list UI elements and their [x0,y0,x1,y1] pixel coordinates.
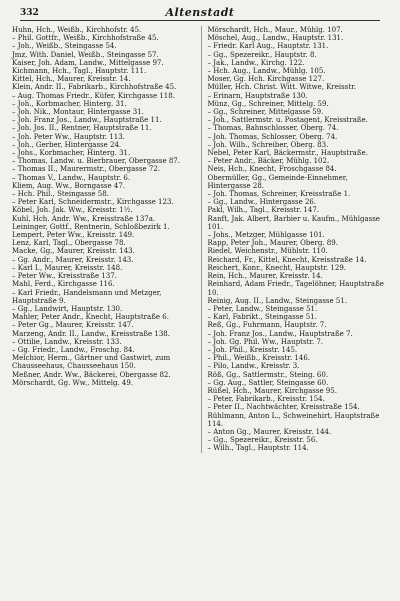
directory-entry [208,215,389,231]
directory-entry [12,247,193,255]
directory-entry [12,280,193,288]
page-number: 332 [20,8,39,18]
directory-entry [12,83,193,91]
directory-entry [208,51,389,59]
directory-entry-text: – Gg., Landw., Hintergasse 26. [207,198,317,207]
directory-entry-text: Mahler, Peter Andr., Knecht, Hauptstraße 6. [12,313,169,322]
directory-entry-text: – Thomas, Landw. u. Bierbrauer, Obergasse 87. [12,157,180,166]
columns [12,26,388,453]
directory-entry [208,305,389,313]
directory-entry [208,190,389,198]
directory-entry-text: Reichert, Konr., Knecht, Hauptstr. 129. [207,263,347,272]
directory-entry-text: Münz, Gg., Schreiner, Mittelg. 59. [207,99,329,108]
directory-entry-text: Reinhard, Adam Friedr., Tagelöhner, Hauptstraße 10. [207,280,384,297]
directory-entry [12,182,193,190]
directory-entry [12,149,193,157]
directory-entry [12,223,193,231]
directory-entry-text: – Gg., Schreiner, Mittelgasse 59. [207,108,324,117]
directory-entry-text: Pakl, Wilh., Tagl., Kreisstr. 147. [207,206,319,215]
directory-entry-text: – Joh. Peter Ww., Hauptstr. 113. [12,132,125,141]
directory-entry [12,92,193,100]
directory-entry [208,412,389,428]
directory-entry-text: – Peter Ww., Kreisstraße 137. [12,272,117,281]
directory-entry-text: Klein, Andr. II., Fabrikarb., Kirchhofstraße 45. [12,83,177,92]
directory-entry-text: – Gg., Spezereikr., Kreisstr. 56. [207,436,318,445]
directory-entry-text: – Johs., Korbmacher, Hinterg. 31. [12,149,131,158]
directory-entry [208,116,389,124]
directory-entry [12,264,193,272]
directory-entry-text: – Thomas V., Landw., Hauptstr. 6. [12,173,131,182]
directory-entry-text: – Johs., Metzger, Mühlgasse 101. [207,231,325,240]
directory-entry-text: Kliem, Aug. Ww., Borngasse 47. [12,181,126,190]
directory-entry [208,313,389,321]
directory-entry [208,26,389,34]
directory-entry-text: – Gg. Friedr., Landw., Froschg. 84. [12,345,135,354]
directory-entry-text: – Joh. Thomas, Schreiner, Kreisstraße 1. [207,190,351,199]
directory-entry [208,165,389,173]
directory-entry [208,444,389,452]
directory-entry [12,141,193,149]
directory-entry [12,231,193,239]
directory-entry-text: Möschel, Aug., Landw., Hauptstr. 131. [207,34,344,43]
directory-entry [208,34,389,42]
directory-entry-text: Mahl, Ferd., Kirchgasse 116. [12,280,115,289]
directory-entry [208,133,389,141]
directory-entry [208,198,389,206]
directory-entry [12,371,193,379]
directory-entry-text: – Joh., Sattlermstr. u. Postagent, Kreisstraße. [207,116,368,125]
running-head: Altenstadt [165,6,235,19]
directory-entry [208,149,389,157]
directory-entry-text: – Hch. Phil., Steingasse 58. [12,190,109,199]
directory-entry [12,346,193,354]
directory-entry-text: Meßner, Andr. Ww., Bäckerei, Obergasse 82. [12,370,171,379]
directory-entry-text: – Peter II., Nachtwächter, Kreisstraße 154. [207,403,360,412]
left-column [12,26,193,453]
directory-entry [12,42,193,50]
directory-entry-text: – Karl, Fabrikt., Steingasse 51. [207,313,317,322]
directory-entry-text: – Peter, Fabrikarb., Kreisstr. 154. [207,395,325,404]
directory-entry [208,395,389,403]
directory-entry [12,34,193,42]
directory-entry [208,108,389,116]
directory-entry-text: Rapp, Peter Joh., Maurer, Oberg. 89. [207,239,338,248]
directory-entry [12,330,193,338]
directory-entry [12,100,193,108]
directory-entry [208,354,389,362]
directory-entry [208,42,389,50]
directory-entry-text: – Gg., Spezereikr., Hauptstr. 8. [207,50,317,59]
directory-entry-text: – Joh. Franz Jos., Landw., Hauptstraße 11. [12,116,162,125]
directory-entry-text: – Ottilie, Landw., Kreisstr. 133. [12,337,122,346]
directory-entry-text: – Joh. Phil., Kreisstr. 145. [207,345,298,354]
directory-entry-text: Reinig, Aug. II., Landw., Steingasse 51. [207,296,348,305]
directory-entry-text: Mörschardt, Hch., Maur., Mühlg. 107. [207,26,343,34]
directory-entry [208,280,389,296]
directory-entry [12,215,193,223]
directory-entry-text: – Friedr. Karl Aug., Hauptstr. 131. [207,42,329,51]
directory-entry-text: – Erinarn, Hauptstraße 130. [207,91,308,100]
directory-entry [12,67,193,75]
directory-entry [12,75,193,83]
directory-entry [12,239,193,247]
directory-entry-text: – Aug. Thomas Friedr., Küfer, Kirchgasse 118. [12,91,175,100]
directory-entry [208,239,389,247]
directory-entry-text: Marzeng, Andr. II., Landw., Kreisstraße 138. [12,329,170,338]
directory-entry-text: – Peter, Landw., Steingasse 51. [207,304,318,313]
directory-entry [208,92,389,100]
directory-entry-text: – Peter Gg., Maurer, Kreisstr. 147. [12,321,134,330]
directory-entry-text: – Peter Andr., Bäcker, Mühlg. 102. [207,157,330,166]
directory-entry-text: – Pilo, Landw., Kreisstr. 3. [207,362,300,371]
directory-entry [12,59,193,67]
directory-entry-text: Obermüller, Gg., Gemeinde-Einnehmer, Hintergasse 28. [207,173,348,190]
directory-entry-text: – Joh. Wilh., Schreiber, Oberg. 83. [207,140,329,149]
directory-entry [208,141,389,149]
directory-entry-text: Kichmann, Hch., Tagl., Hauptstr. 111. [12,67,147,76]
directory-entry-text: Müller, Hch. Christ. Witt. Witwe, Kreisstr. [207,83,356,92]
directory-entry-text: – Joh. Thomas, Schlosser, Oberg. 74. [207,132,338,141]
directory-entry-text: Lenz, Karl, Tagl., Obergasse 78. [12,239,126,248]
directory-entry-text: Köbel, Joh. Jak. Ww., Kreisstr. 1½. [12,206,133,215]
directory-entry-text: Ranft, Jak. Albert, Barbier u. Kaufm., Mühlgasse 101. [207,214,380,231]
directory-entry-text: – Hch. Aug., Landw., Mühlg. 105. [207,67,326,76]
directory-entry [12,321,193,329]
directory-entry-text: Röß, Gg., Sattlermstr., Steing. 60. [207,370,329,379]
directory-entry-text: Kaiser, Joh. Adam, Landw., Mittelgasse 97. [12,58,164,67]
directory-entry [12,157,193,165]
directory-entry [208,59,389,67]
right-column [201,26,389,453]
directory-entry-text: – Joh. Nik., Montaur, Hintergasse 31. [12,108,144,117]
directory-entry [12,289,193,305]
directory-entry [208,371,389,379]
directory-entry [12,26,193,34]
directory-entry-text: Neis, Hch., Knecht, Froschgasse 84. [207,165,337,174]
directory-entry [12,379,193,387]
directory-entry [12,133,193,141]
directory-entry-text: – Anton Gg., Maurer, Kreisstr. 144. [207,427,332,436]
directory-entry [208,321,389,329]
directory-entry-text: – Karl Friedr., Handelsmann und Metzger, Hauptstraße 9. [12,288,162,305]
directory-entry-text: – Thomas II., Maurermstr., Obergasse 72. [12,165,160,174]
directory-entry-text: Reichard, Fr., Kittel, Knecht, Kreisstraße 14. [207,255,367,264]
directory-entry [208,330,389,338]
directory-entry [12,354,193,370]
directory-entry [208,256,389,264]
directory-entry-text: – Phil., Weißb., Kreisstr. 146. [207,354,311,363]
directory-entry-text: Mörschardt, Gg. Ww., Mittelg. 49. [12,378,134,387]
page-header [12,6,388,20]
directory-entry-text: – Jak., Landw., Kirchg. 122. [207,58,305,67]
directory-entry [208,231,389,239]
directory-entry-text: – Thomas, Bahnschlosser, Oberg. 74. [207,124,339,133]
directory-entry-text: – Phil. Gottfr., Weißb., Kirchhofstraße 45. [12,34,159,43]
directory-entry [208,83,389,91]
directory-entry [208,264,389,272]
directory-entry-text: Rüßel, Hch., Maurer, Kirchgasse 95. [207,386,337,395]
directory-entry-text: Nebel, Peter Karl, Bäckermstr., Hauptstraße. [207,149,368,158]
directory-entry [208,428,389,436]
directory-entry-text: Rein, Hch., Maurer, Kreisstr. 14. [207,272,323,281]
directory-entry-text: Reß, Gg., Fuhrmann, Hauptstr. 7. [207,321,327,330]
directory-entry [208,297,389,305]
directory-entry-text: – Peter Karl, Schneidermstr., Kirchgasse 123. [12,198,174,207]
directory-entry [208,387,389,395]
directory-entry-text: Kuhl, Hch. Andr. Ww., Kreisstraße 137a. [12,214,156,223]
directory-entry-text: – Gg., Landwirt, Hauptstr. 130. [12,304,123,313]
directory-entry [12,206,193,214]
directory-entry [12,51,193,59]
directory-entry-text: Jmz, With. Daniel, Weißb., Steingasse 57. [12,50,159,59]
directory-entry [208,403,389,411]
directory-entry-text: – Gg. Aug., Sattler, Steingasse 60. [207,378,329,387]
directory-entry [208,67,389,75]
directory-entry-text: – Karl I., Maurer, Kreisstr. 148. [12,263,123,272]
directory-entry-text: – Joh. Franz Jos., Landw., Hauptstraße 7. [207,329,353,338]
directory-entry [12,108,193,116]
directory-entry [208,75,389,83]
header-rule [20,20,380,21]
directory-entry [208,124,389,132]
directory-entry-text: – Joh., Gerber, Hintergasse 24. [12,140,122,149]
directory-entry-text: – Joh., Korbmacher, Hinterg. 31. [12,99,127,108]
directory-entry-text: – Gg. Andr., Maurer, Kreisstr. 143. [12,255,134,264]
directory-entry-text: – Joh. Jos. II., Rentner, Hauptstraße 11. [12,124,152,133]
directory-entry-text: Lempert, Peter Ww., Kreisstr. 149. [12,231,135,240]
directory-entry-text: Rühlmann, Anton L., Schweinehirt, Hauptstraße 114. [207,411,380,428]
directory-entry-text: – Wilh., Tagl., Hauptstr. 114. [207,444,309,453]
directory-entry-text: – Joh. Gg. Phil. Ww., Hauptstr. 7. [207,337,324,346]
directory-entry [208,436,389,444]
directory-entry-text: Riedel, Weichenstr., Mühlstr. 110. [207,247,328,256]
directory-entry [12,198,193,206]
directory-entry-text: Macke, Gg., Maurer, Kreisstr. 143. [12,247,135,256]
directory-entry [12,313,193,321]
directory-entry [12,256,193,264]
directory-entry [208,100,389,108]
directory-entry [12,174,193,182]
directory-entry [208,247,389,255]
directory-entry [12,124,193,132]
directory-entry [208,346,389,354]
directory-entry-text: Leininger, Gottf., Rentnerin, Schloßbezirk 1. [12,222,170,231]
directory-entry-text: Huhn, Hch., Weißb., Kirchhofstr. 45. [12,26,142,34]
directory-entry [208,272,389,280]
directory-entry [12,338,193,346]
directory-entry [208,157,389,165]
directory-entry [208,206,389,214]
directory-entry [12,272,193,280]
directory-entry-text: – Joh., Weißb., Steingasse 54. [12,42,117,51]
directory-entry [12,165,193,173]
directory-entry [12,116,193,124]
directory-entry-text: Kittel, Hch., Maurer, Kreisstr. 14. [12,75,131,84]
directory-entry [208,338,389,346]
directory-entry [12,190,193,198]
directory-entry [12,305,193,313]
directory-entry-text: Moser, Gg. Hch. Kirchgasse 127. [207,75,325,84]
directory-entry [208,174,389,190]
directory-entry [208,362,389,370]
directory-entry [208,379,389,387]
directory-entry-text: Melchior, Herm., Gärtner und Gastwirt, zum Chausseehaus, Chausseehaus 150. [12,354,171,371]
